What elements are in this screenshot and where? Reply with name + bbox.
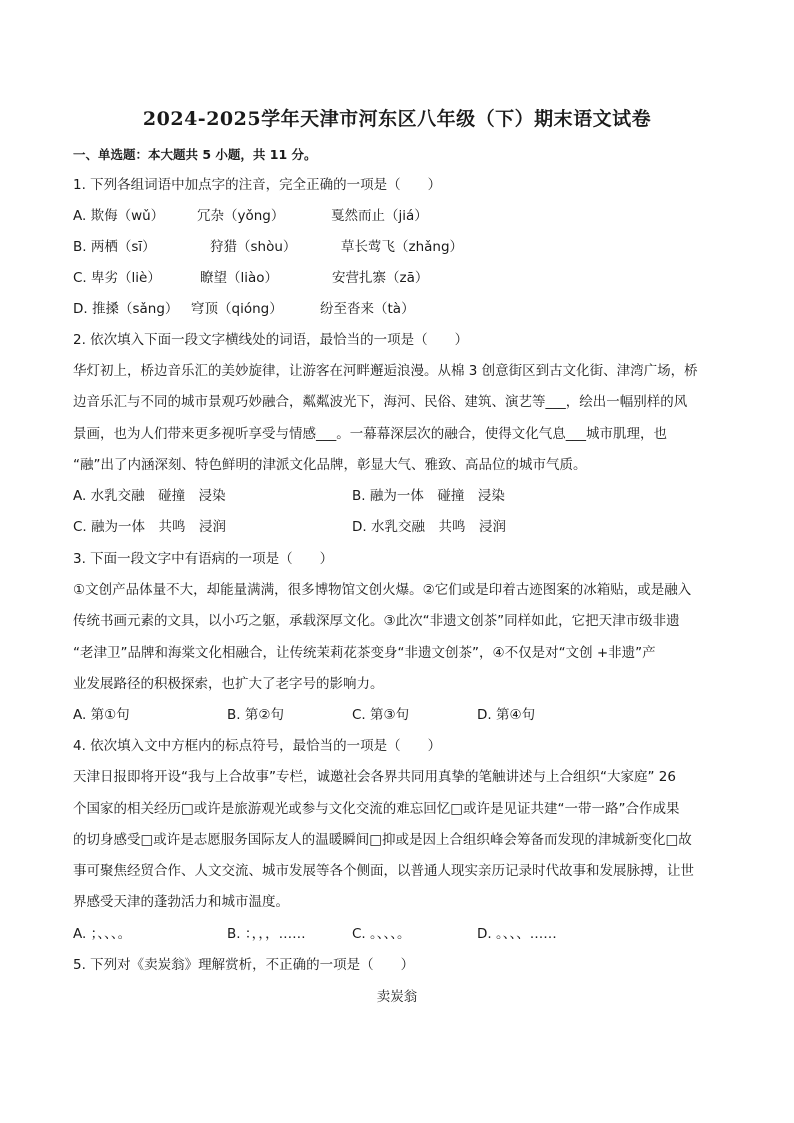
q3-passage-line-3: “老津卫”品牌和海棠文化相融合，让传统茉莉花茶变身“非遗文创茶”，④不仅是对“文创 +非遗”产 <box>73 645 656 661</box>
q2-passage-line-4: “融”出了内涵深刻、特色鲜明的津派文化品牌，彰显大气、雅致、高品位的城市气质。 <box>73 457 587 473</box>
q1-option-b-1: B. 两栖（sī） <box>73 239 156 255</box>
q3-option-c: C. 第③句 <box>352 707 410 723</box>
q4-passage-line-2: 个国家的相关经历□或许是旅游观光或参与文化交流的难忘回忆□或许是见证共建“一带一路”合作成果 <box>73 801 680 817</box>
q1-option-b-3: 草长莺飞（zhǎng） <box>341 239 464 255</box>
q2-option-b: B. 融为一体 碰撞 浸染 <box>352 488 505 504</box>
q4-option-a: A. ；、、、。 <box>73 926 132 942</box>
q1-option-a-3: 戛然而止（jiá） <box>331 208 428 224</box>
q2-passage-line-3: 景画，也为人们带来更多视听享受与情感___。一幕幕深层次的融合，使得文化气息___城市肌理，也 <box>73 426 667 442</box>
page-title: 2024-2025学年天津市河东区八年级（下）期末语文试卷 <box>142 108 652 130</box>
q4-passage-line-5: 界感受天津的蓬勃活力和城市温度。 <box>73 894 289 910</box>
question-4-stem: 4. 依次填入文中方框内的标点符号，最恰当的一项是（ ） <box>73 738 442 754</box>
question-3-stem: 3. 下面一段文字中有语病的一项是（ ） <box>73 551 334 567</box>
q4-passage-line-4: 事可聚焦经贸合作、人文交流、城市发展等各个侧面，以普通人现实亲历记录时代故事和发展脉搏，让世 <box>73 863 694 879</box>
q3-option-d: D. 第④句 <box>477 707 536 723</box>
q1-option-b-2: 狩猎（shòu） <box>210 239 297 255</box>
q1-option-a-2: 冗杂（yǒng） <box>197 208 285 224</box>
q4-option-d: D. 。、、、…… <box>477 926 557 942</box>
q3-option-b: B. 第②句 <box>227 707 284 723</box>
q2-passage-line-2: 边音乐汇与不同的城市景观巧妙融合，粼粼波光下，海河、民俗、建筑、演艺等___，绘出一幅别样的风 <box>73 394 688 410</box>
q1-option-d-3: 纷至沓来（tà） <box>320 301 415 317</box>
q4-option-b: B. ：，，，…… <box>227 926 306 942</box>
q4-option-c: C. 。、、、。 <box>352 926 411 942</box>
question-2-stem: 2. 依次填入下面一段文字横线处的词语，最恰当的一项是（ ） <box>73 332 469 348</box>
q2-option-a: A. 水乳交融 碰撞 浸染 <box>73 488 226 504</box>
question-1-stem: 1. 下列各组词语中加点字的注音，完全正确的一项是（ ） <box>73 177 442 193</box>
q3-passage-line-4: 业发展路径的积极探索，也扩大了老字号的影响力。 <box>73 676 384 692</box>
q1-option-a-1: A. 欺侮（wǔ） <box>73 208 165 224</box>
q2-option-c: C. 融为一体 共鸣 浸润 <box>73 519 227 535</box>
question-5-stem: 5. 下列对《卖炭翁》理解赏析，不正确的一项是（ ） <box>73 957 415 973</box>
q2-option-d: D. 水乳交融 共鸣 浸润 <box>352 519 506 535</box>
section-heading: 一、单选题：本大题共 5 小题，共 11 分。 <box>73 147 317 162</box>
q1-option-c-2: 瞭望（liào） <box>200 270 279 286</box>
q1-option-d-1: D. 推搡（sǎng） <box>73 301 179 317</box>
q3-passage-line-2: 传统书画元素的文具，以小巧之躯，承载深厚文化。③此次“非遗文创茶”同样如此，它把天津市级非遗 <box>73 613 680 629</box>
q3-passage-line-1: ①文创产品体量不大，却能量满满，很多博物馆文创火爆。②它们或是印着古迹图案的冰箱贴，或是融入 <box>73 582 692 598</box>
q3-option-a: A. 第①句 <box>73 707 130 723</box>
q4-passage-line-3: 的切身感受□或许是志愿服务国际友人的温暖瞬间□抑或是因上合组织峰会筹备而发现的津城新变化□故 <box>73 832 692 848</box>
q2-passage-line-1: 华灯初上，桥边音乐汇的美妙旋律，让游客在河畔邂逅浪漫。从棉 3 创意街区到古文化街、津湾广场，桥 <box>73 363 698 379</box>
q1-option-d-2: 穹顶（qióng） <box>191 301 283 317</box>
q1-option-c-1: C. 卑劣（liè） <box>73 270 161 286</box>
q1-option-c-3: 安营扎寨（zā） <box>332 270 429 286</box>
q4-passage-line-1: 天津日报即将开设“我与上合故事”专栏，诚邀社会各界共同用真挚的笔触讲述与上合组织“大家庭” 26 <box>73 769 676 785</box>
q5-poem-title: 卖炭翁 <box>376 989 418 1005</box>
